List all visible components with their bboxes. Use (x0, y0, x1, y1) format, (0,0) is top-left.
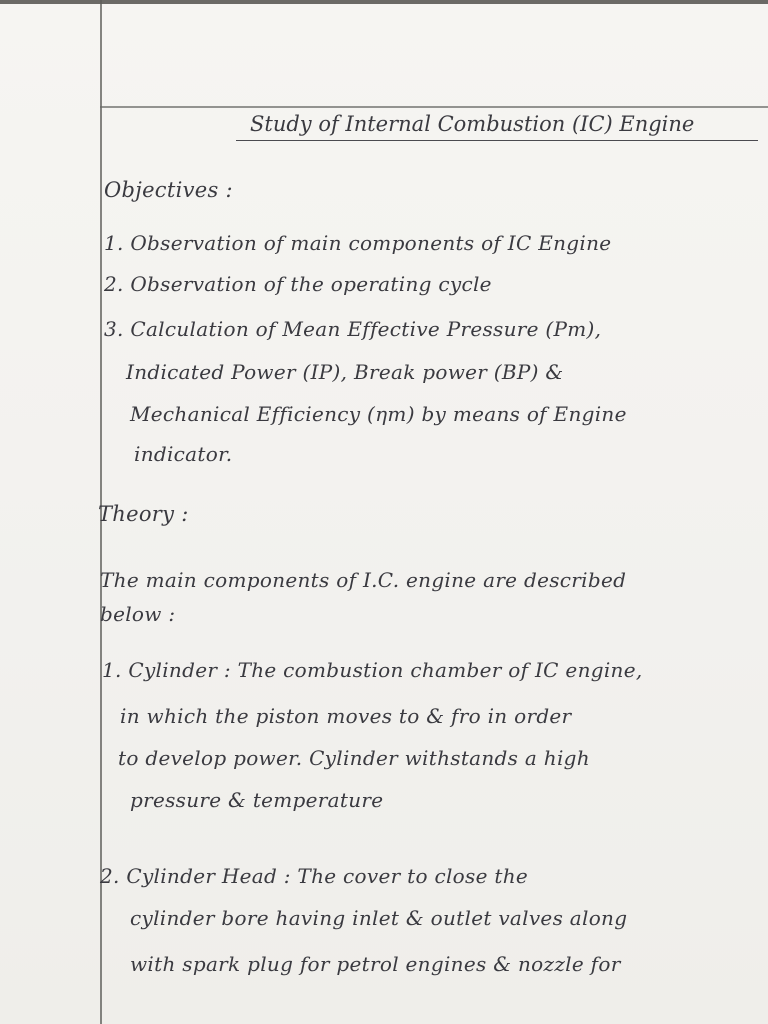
objective-item-continued: indicator. (134, 442, 233, 466)
theory-heading: Theory : (98, 502, 189, 526)
page-top-edge (0, 0, 768, 4)
objective-item: 2. Observation of the operating cycle (104, 272, 492, 296)
header-rule (100, 106, 768, 108)
cylinder-head-text: 2. Cylinder Head : The cover to close the (100, 864, 529, 888)
page-title: Study of Internal Combustion (IC) Engine (250, 112, 695, 136)
cylinder-text: pressure & temperature (130, 788, 384, 812)
cylinder-head-text: with spark plug for petrol engines & nozzle for (130, 952, 621, 976)
cylinder-text: to develop power. Cylinder withstands a high (118, 746, 590, 770)
objectives-heading: Objectives : (104, 178, 233, 202)
objective-item-continued: Mechanical Efficiency (ηm) by means of Engine (130, 402, 627, 426)
cylinder-text: 1. Cylinder : The combustion chamber of IC engine, (102, 658, 643, 682)
cylinder-text: in which the piston moves to & fro in order (120, 704, 572, 728)
theory-intro: The main components of I.C. engine are described (100, 568, 627, 592)
title-underline (236, 140, 758, 141)
objective-item: 3. Calculation of Mean Effective Pressure (Pm), (104, 317, 602, 341)
cylinder-head-text: cylinder bore having inlet & outlet valves along (130, 906, 628, 930)
objective-item-continued: Indicated Power (IP), Break power (BP) & (126, 360, 564, 384)
theory-intro: below : (100, 602, 176, 626)
objective-item: 1. Observation of main components of IC Engine (104, 231, 612, 255)
